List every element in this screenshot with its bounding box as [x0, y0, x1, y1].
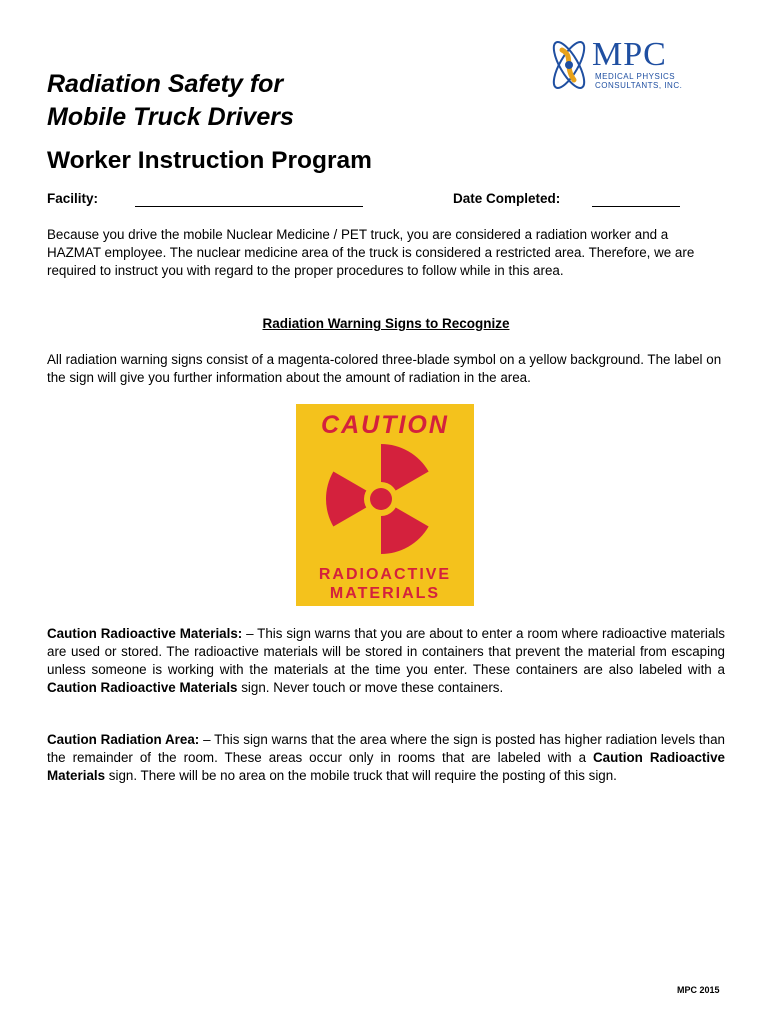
document-title — [47, 68, 294, 134]
mpc-logo — [540, 36, 700, 96]
date-completed-label: Date Completed: — [453, 191, 561, 206]
intro-paragraph: Because you drive the mobile Nuclear Medicine / PET truck, you are considered a radiation worker and a HAZMAT employee. The nuclear medicine area of the truck is considered a restricted area. Therefore, we are required to instruct you with regard to the proper procedures to follow while in this area. — [47, 227, 695, 278]
sign-radioactive-text: RADIOACTIVE — [318, 566, 452, 583]
area-term: Caution Radiation Area: — [47, 732, 200, 747]
logo-subtitle-1: MEDICAL PHYSICS — [595, 72, 676, 81]
facility-blank-line[interactable] — [135, 206, 363, 207]
materials-bold-ref: Caution Radioactive Materials — [47, 680, 238, 695]
atom-logo-icon — [540, 36, 598, 94]
area-text-1: – This sign warns that the area where the sign is posted has higher radiation levels than the remainder of the room. These areas occur only in rooms that are labeled with a — [47, 732, 725, 765]
area-paragraph — [47, 731, 725, 785]
logo-brand: MPC — [592, 36, 667, 73]
program-title: Worker Instruction Program — [47, 147, 372, 174]
date-completed-blank-line[interactable] — [592, 206, 680, 207]
materials-term: Caution Radioactive Materials: — [47, 626, 243, 641]
logo-subtitle-2: CONSULTANTS, INC. — [595, 81, 683, 90]
materials-text-1: – This sign warns that you are about to enter a room where radioactive materials are used or stored. The radioactive materials will be stored in containers that prevent the material from escaping unless someone is working with the materials at the time you enter. These containers are also labeled with a — [47, 626, 725, 677]
caution-radioactive-materials-sign — [296, 404, 474, 606]
materials-text-2: sign. Never touch or move these containers. — [237, 680, 504, 695]
title-line-2: Mobile Truck Drivers — [47, 103, 294, 131]
signs-intro-paragraph: All radiation warning signs consist of a magenta-colored three-blade symbol on a yellow background. The label on the sign will give you further information about the amount of radiation in the area. — [47, 352, 722, 385]
area-text-2: sign. There will be no area on the mobile truck that will require the posting of this sign. — [105, 768, 617, 783]
facility-label: Facility: — [47, 191, 99, 206]
page-footer: MPC 2015 — [677, 985, 720, 995]
materials-paragraph — [47, 625, 725, 697]
area-bold-ref: Caution Radioactive Materials — [47, 750, 725, 783]
title-line-1: Radiation Safety for — [47, 70, 284, 98]
sign-caution-text: CAUTION — [321, 411, 449, 439]
sign-materials-text: MATERIALS — [329, 585, 441, 602]
section-heading: Radiation Warning Signs to Recognize — [262, 316, 510, 331]
